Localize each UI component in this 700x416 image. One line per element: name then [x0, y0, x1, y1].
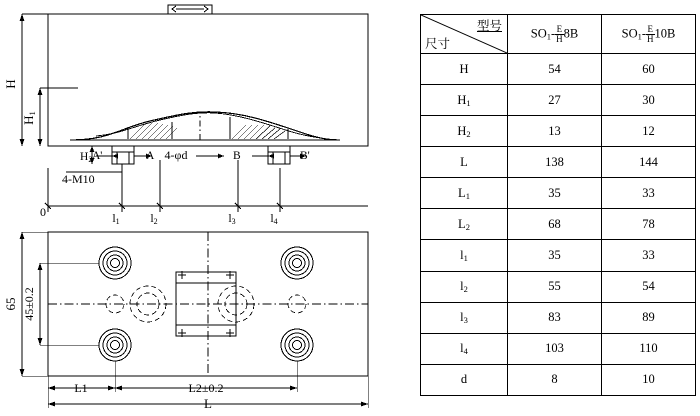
dim-L2-label: L2±0.2 — [188, 381, 224, 395]
col3-denominator: H — [647, 33, 654, 44]
row-name-sub: 2 — [466, 128, 471, 139]
row-name: l — [460, 279, 464, 294]
tick-l3-label: l3 — [228, 211, 236, 226]
col3-prefix: SO — [621, 25, 638, 40]
col2-fraction — [555, 25, 564, 44]
row-value-8b: 103 — [508, 333, 602, 364]
table-row — [421, 333, 696, 364]
spec-table-panel — [420, 14, 692, 396]
row-value-10b: 144 — [602, 147, 696, 178]
row-value-8b: 13 — [508, 116, 602, 147]
label-A: A — [146, 150, 155, 162]
table-row — [421, 85, 696, 116]
col2-prefix: SO — [530, 25, 547, 40]
row-name: H — [457, 123, 467, 138]
dim-H1-label: H1 — [21, 111, 37, 125]
dim-L-label: L — [204, 396, 212, 411]
row-value-8b: 83 — [508, 302, 602, 333]
label-B-prime: B' — [300, 150, 310, 162]
row-value-8b: 68 — [508, 209, 602, 240]
row-value-8b: 138 — [508, 147, 602, 178]
row-name-cell — [421, 178, 508, 209]
header-model-so1-eh10b — [602, 15, 696, 54]
row-name: L — [460, 154, 468, 169]
col2-suffix: 8B — [563, 25, 579, 40]
row-value-10b: 33 — [602, 240, 696, 271]
label-4-M10: 4-M10 — [62, 172, 95, 186]
header-model-label: 型号 — [476, 19, 502, 33]
row-value-10b: 12 — [602, 116, 696, 147]
row-name: L — [458, 185, 466, 200]
row-value-10b: 30 — [602, 85, 696, 116]
row-name-cell — [421, 54, 508, 85]
tick-l1-label: l1 — [112, 211, 120, 226]
header-dimension-label: 尺寸 — [425, 37, 451, 51]
row-value-10b: 54 — [602, 271, 696, 302]
table-row — [421, 147, 696, 178]
row-name-sub: 2 — [463, 284, 468, 295]
col3-fraction — [646, 25, 655, 44]
table-row — [421, 178, 696, 209]
spec-table — [420, 14, 696, 396]
row-name-cell — [421, 333, 508, 364]
label-4-phi-d: 4-φd — [164, 148, 188, 162]
row-value-10b: 110 — [602, 333, 696, 364]
row-name: L — [458, 216, 466, 231]
row-value-10b: 10 — [602, 364, 696, 395]
dim-65-label: 65 — [3, 297, 18, 311]
tick-l4-label: l4 — [270, 211, 278, 226]
row-name-cell — [421, 271, 508, 302]
row-name-cell — [421, 147, 508, 178]
table-row — [421, 271, 696, 302]
row-name: d — [460, 372, 468, 387]
row-name-cell — [421, 364, 508, 395]
dim-45-label: 45±0.2 — [22, 287, 36, 321]
row-name: l — [460, 341, 464, 356]
row-name-cell — [421, 116, 508, 147]
dim-H2-label: H2 — [80, 151, 93, 164]
dim-L1-label: L1 — [74, 381, 88, 395]
col2-denominator: H — [556, 33, 563, 44]
row-name: H — [459, 61, 469, 76]
row-name: l — [460, 248, 464, 262]
row-name-sub: 1 — [463, 253, 468, 263]
row-name-cell — [421, 85, 508, 116]
row-name-sub: 4 — [463, 346, 468, 357]
row-name: l — [460, 310, 464, 325]
header-model-so1-eh8b — [508, 15, 602, 54]
col3-dash: - — [641, 25, 647, 40]
table-header-row — [421, 15, 696, 54]
row-name-sub: 3 — [463, 315, 468, 326]
table-row — [421, 116, 696, 147]
table-row — [421, 364, 696, 395]
row-value-8b: 8 — [508, 364, 602, 395]
table-row — [421, 240, 696, 271]
row-name-sub: 1 — [465, 190, 470, 201]
row-name-cell — [421, 302, 508, 333]
col2-numerator: E — [556, 23, 563, 34]
row-name-sub: 2 — [465, 221, 470, 232]
col3-sub: 1 — [637, 30, 642, 41]
tick-l2-label: l2 — [150, 211, 158, 226]
row-value-8b: 35 — [508, 240, 602, 271]
dim-H-label: H — [3, 79, 18, 89]
col2-dash: - — [550, 25, 556, 40]
row-value-8b: 27 — [508, 85, 602, 116]
col3-suffix: 10B — [654, 25, 676, 40]
col3-numerator: E — [647, 23, 654, 34]
col2-sub: 1 — [546, 30, 551, 41]
label-datum-zero: 0 — [40, 205, 46, 219]
row-value-8b: 35 — [508, 178, 602, 209]
table-row — [421, 209, 696, 240]
label-A-prime: A' — [92, 150, 103, 162]
row-value-8b: 55 — [508, 271, 602, 302]
row-value-10b: 89 — [602, 302, 696, 333]
row-name-cell — [421, 209, 508, 240]
row-value-8b: 54 — [508, 54, 602, 85]
table-row — [421, 302, 696, 333]
table-row — [421, 54, 696, 85]
label-B: B — [233, 150, 241, 162]
row-value-10b: 60 — [602, 54, 696, 85]
header-corner-cell — [421, 15, 508, 54]
row-value-10b: 33 — [602, 178, 696, 209]
row-name-cell — [421, 240, 508, 271]
row-name: H — [457, 92, 467, 107]
spec-table-body — [421, 15, 696, 396]
row-value-10b: 78 — [602, 209, 696, 240]
row-name-sub: 1 — [466, 97, 471, 108]
